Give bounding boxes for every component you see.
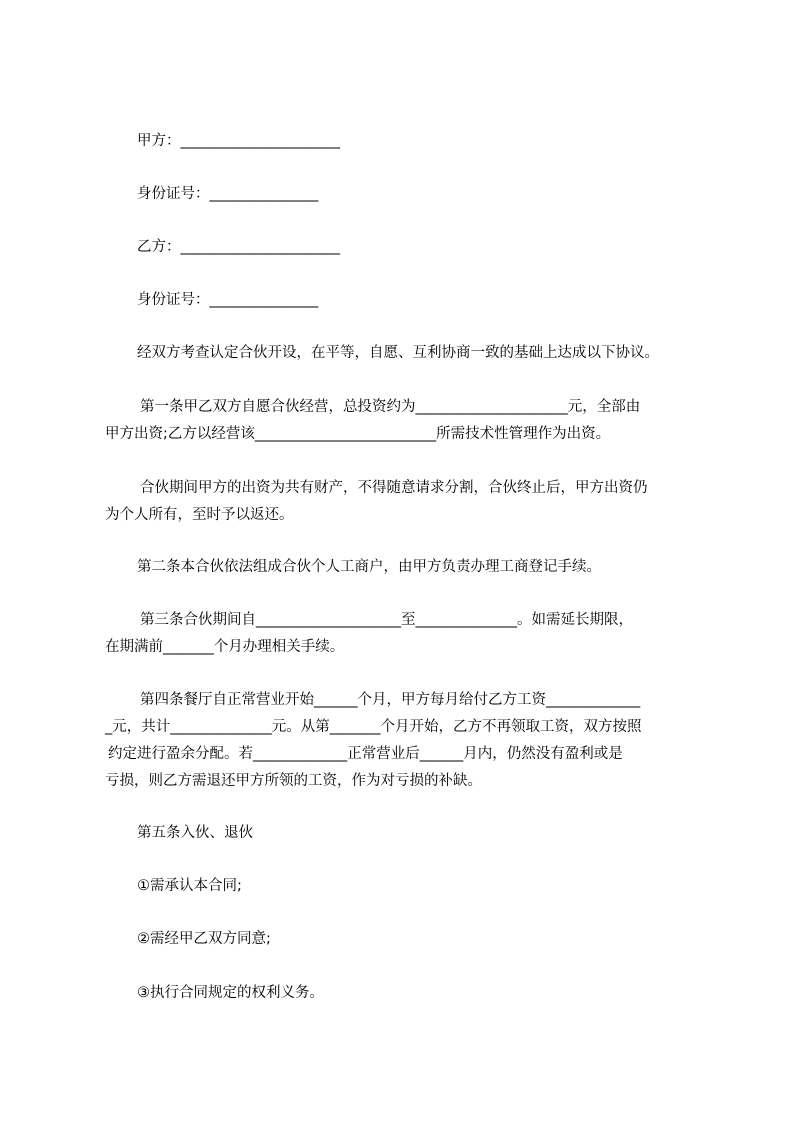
party-a-line: 甲方：______________________ [137,133,340,149]
article-5-item-2: ②需经甲乙双方同意; [137,931,271,947]
article-3-line-2: 在期满前_______个月办理相关手续。 [105,639,345,655]
capital-paragraph-line-2: 为个人所有，至时予以返还。 [105,507,294,523]
party-b-id-line: 身份证号：_______________ [137,292,319,308]
article-4-line-3: 约定进行盈余分配。若_____________正常营业后______月内，仍然没有盈利或是 [108,746,623,762]
article-5-item-3: ③执行合同规定的权利义务。 [137,985,324,1001]
capital-paragraph-line-1: 合伙期间甲方的出资为共有财产，不得随意请求分割，合伙终止后，甲方出资仍 [140,480,648,496]
party-a-id-line: 身份证号：_______________ [137,186,319,202]
party-b-line: 乙方：______________________ [137,239,340,255]
article-4-line-4: 亏损，则乙方需退还甲方所领的工资，作为对亏损的补缺。 [105,773,482,789]
article-1-line-2: 甲方出资;乙方以经营该_________________________所需技术性管理作为出资。 [105,426,611,442]
article-3-line-1: 第三条合伙期间自____________________至______________。如需延长期限， [140,612,633,628]
article-4-line-1: 第四条餐厅自正常营业开始______个月，甲方每月给付乙方工资_____________ [140,692,641,708]
preamble-paragraph: 经双方考查认定合伙开设，在平等，自愿、互利协商一致的基础上达成以下协议。 [137,345,659,361]
article-5-heading: 第五条入伙、退伙 [137,825,253,841]
article-5-item-1: ①需承认本合同; [137,878,242,894]
article-4-line-2: _元，共计______________元。从第_______个月开始，乙方不再领取工资，双方按照 [105,719,642,735]
article-1-line-1: 第一条甲乙双方自愿合伙经营，总投资约为_____________________元，全部由 [140,399,641,415]
article-2-paragraph: 第二条本合伙依法组成合伙个人工商户，由甲方负责办理工商登记手续。 [137,559,601,575]
